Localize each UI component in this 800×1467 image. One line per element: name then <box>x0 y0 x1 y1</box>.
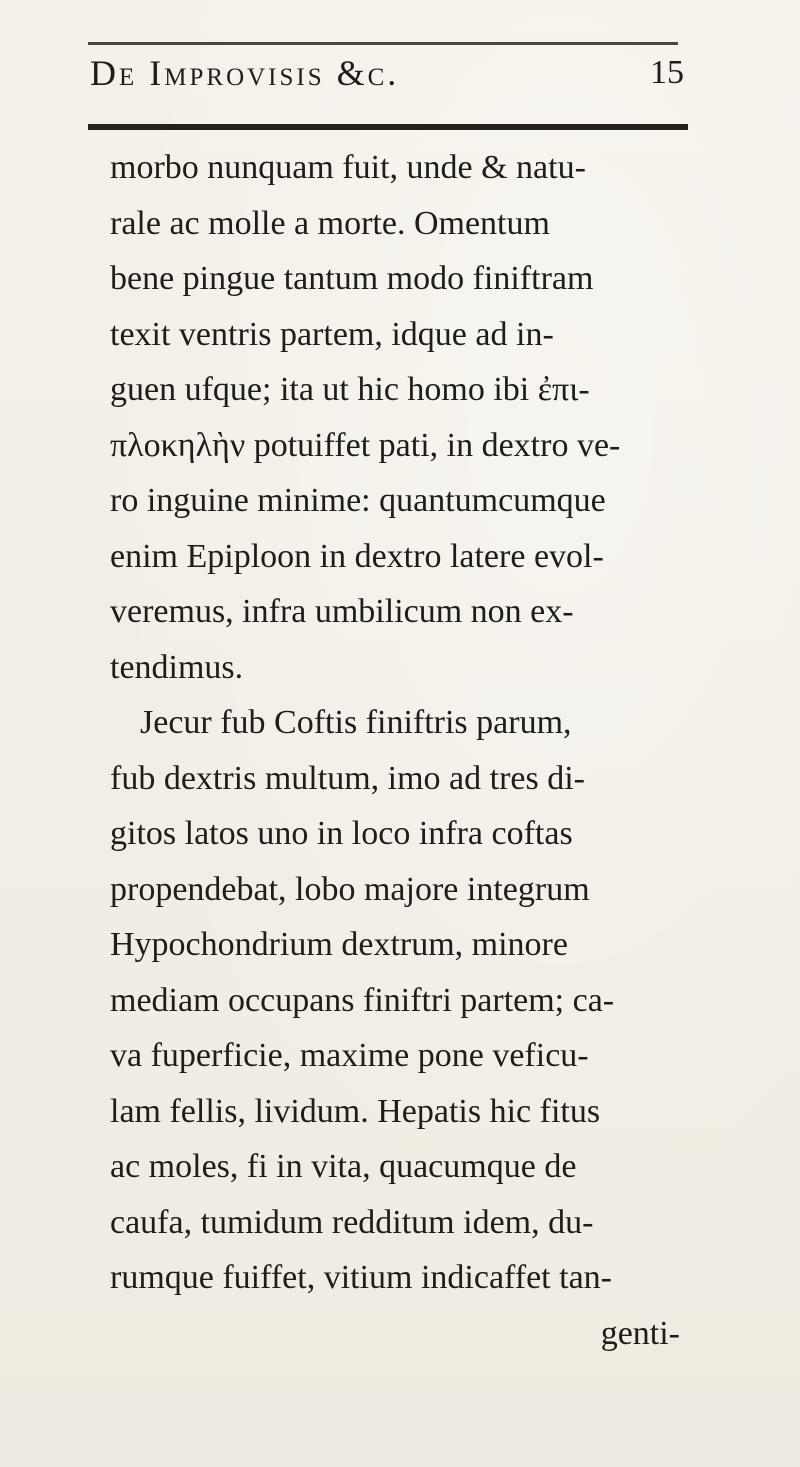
text-line: enim Epiploon in dextro latere evol- <box>110 537 604 575</box>
text-line: caufa, tumidum redditum idem, du- <box>110 1203 594 1241</box>
top-rule <box>88 42 678 45</box>
text-line: morbo nunquam fuit, unde & natu- <box>110 149 586 186</box>
text-line: veremus, infra umbilicum non ex- <box>110 593 574 630</box>
text-line: ac moles, fi in vita, quacumque de <box>110 1148 577 1185</box>
text-line: texit ventris partem, idque ad in- <box>110 315 554 353</box>
text-line: tendimus. <box>110 648 244 686</box>
text-line: guen ufque; ita ut hic homo ibi ἐπι- <box>110 371 590 408</box>
text-line: fub dextris multum, imo ad tres di- <box>110 759 585 797</box>
running-title: De Improvisis &c. <box>90 53 400 93</box>
page-header <box>90 52 684 118</box>
body-text <box>110 140 700 1361</box>
text-line: propendebat, lobo majore integrum <box>110 870 590 908</box>
catchword: genti- <box>600 1314 680 1352</box>
page-number: 15 <box>650 54 684 91</box>
text-line: πλοκηλὴν potuiffet pati, in dextro ve- <box>110 426 621 464</box>
text-line: rumque fuiffet, vitium indicaffet tan- <box>110 1259 612 1296</box>
text-line: rale ac molle a morte. Omentum <box>110 204 550 242</box>
text-line: ro inguine minime: quantumcumque <box>110 482 606 519</box>
text-line: mediam occupans finiftri partem; ca- <box>110 981 615 1019</box>
text-line: lam fellis, lividum. Hepatis hic fitus <box>110 1092 601 1130</box>
header-rule <box>88 124 688 130</box>
text-line: Hypochondrium dextrum, minore <box>110 926 568 963</box>
text-line: va fuperficie, maxime pone veficu- <box>110 1037 589 1074</box>
paragraph-start-line: Jecur fub Coftis finiftris parum, <box>140 704 572 741</box>
text-line: bene pingue tantum modo finiftram <box>110 260 594 297</box>
text-line: gitos latos uno in loco infra coftas <box>110 815 573 852</box>
